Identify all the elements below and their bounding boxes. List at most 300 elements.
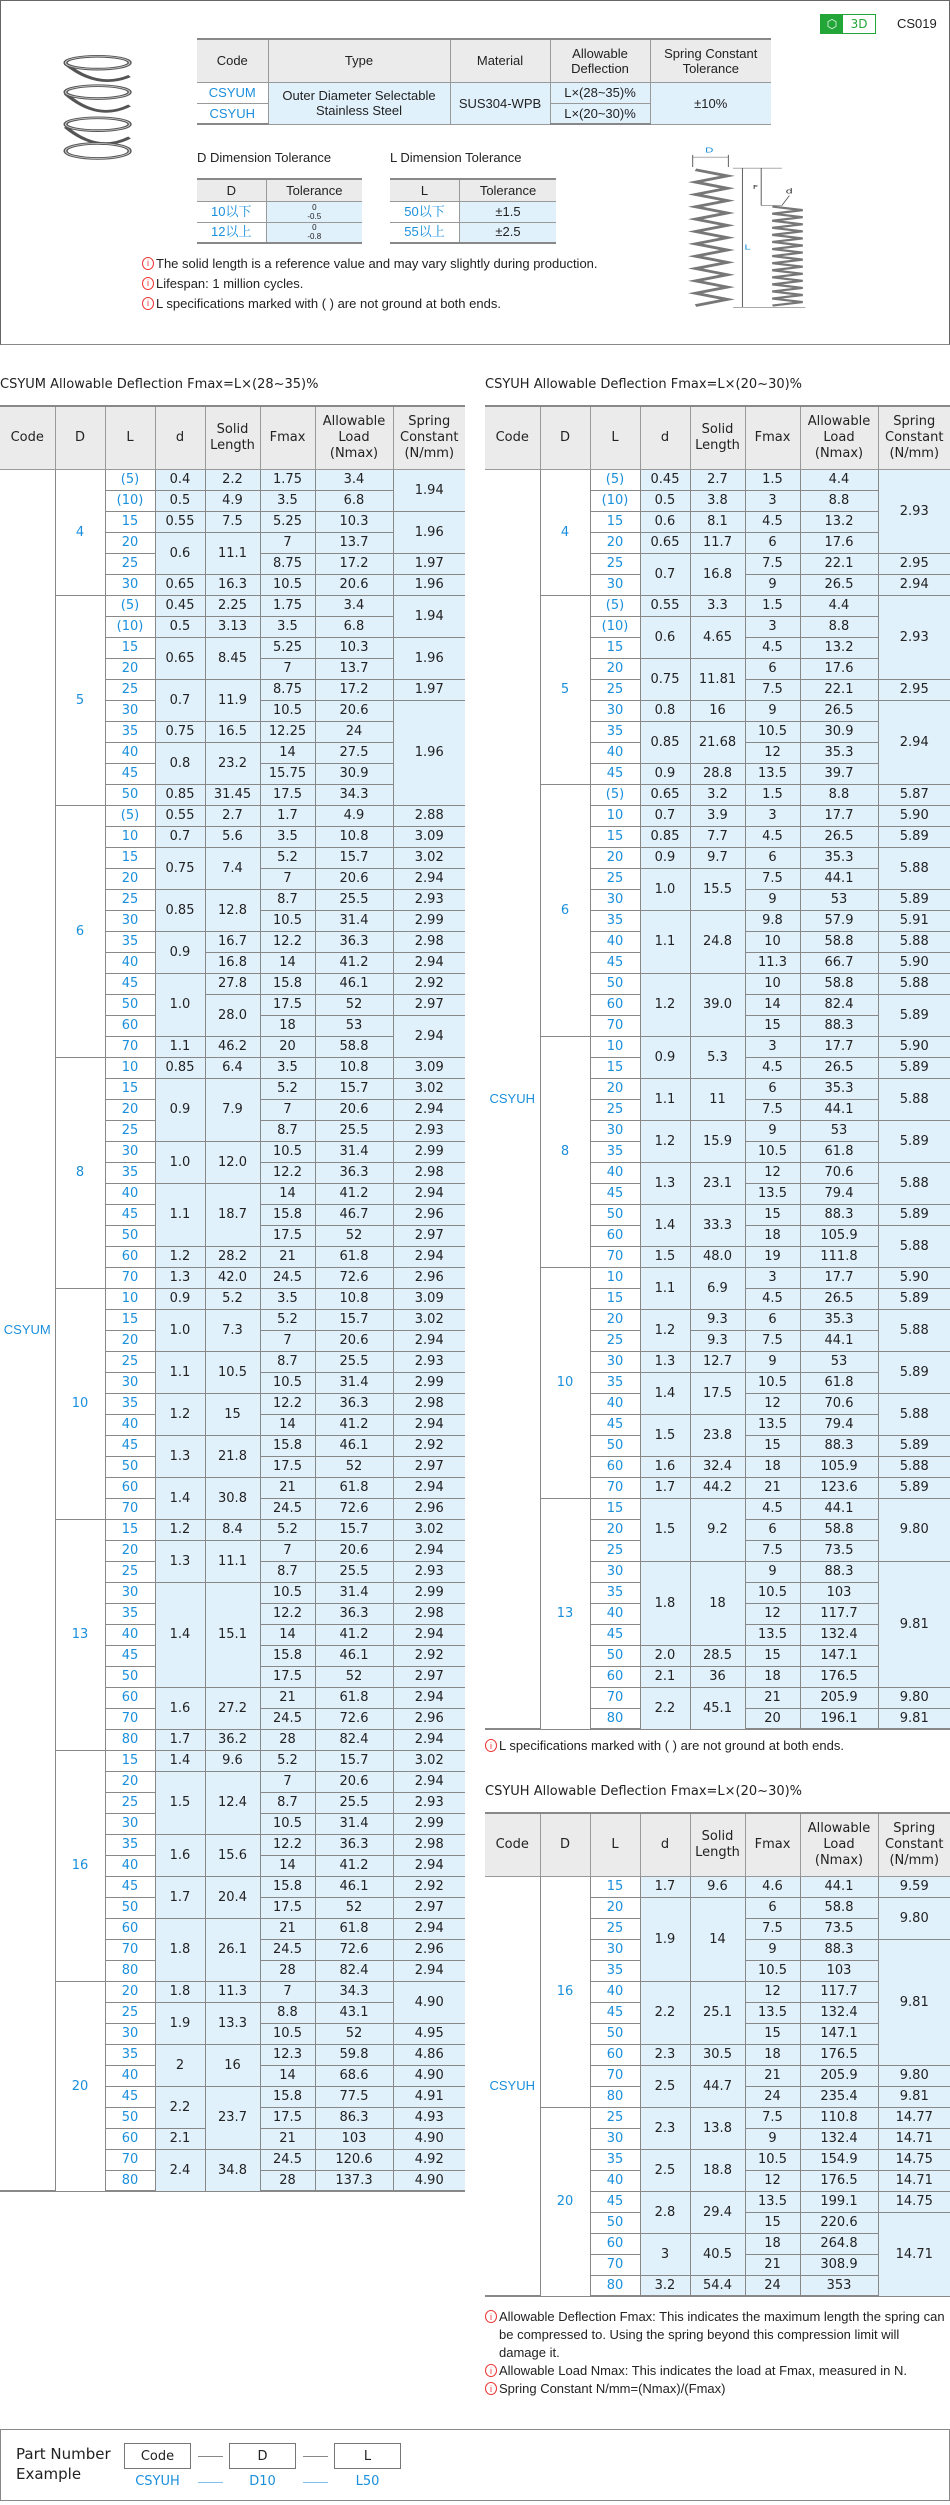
l-link[interactable]: (5) (590, 595, 640, 616)
info-icon: i (142, 277, 154, 290)
l-link[interactable]: 45 (590, 2002, 640, 2023)
l-link[interactable]: 35 (105, 1162, 155, 1183)
wire-d-cell: 1.0 (640, 868, 690, 910)
col-header: Fmax (745, 1813, 800, 1876)
l-link[interactable]: 20 (590, 1519, 640, 1540)
l-link[interactable]: (10) (590, 616, 640, 637)
l-link[interactable]: 35 (105, 931, 155, 952)
l-link[interactable]: 80 (590, 2275, 640, 2296)
l-link[interactable]: 80 (105, 1960, 155, 1981)
d-cell: 10 (540, 1267, 590, 1498)
wire-d-cell: 1.1 (640, 1267, 690, 1309)
l-link[interactable]: 60 (590, 1456, 640, 1477)
l-link[interactable]: 30 (105, 1141, 155, 1162)
fmax-cell: 28 (260, 2170, 315, 2191)
solid-length-cell: 13.8 (690, 2107, 745, 2149)
load-cell: 46.1 (315, 1435, 393, 1456)
solid-length-cell: 16.3 (205, 574, 260, 595)
load-cell: 176.5 (800, 2044, 878, 2065)
solid-length-cell: 11.81 (690, 658, 745, 700)
l-range: 55以上 (390, 222, 460, 243)
load-cell: 31.4 (315, 1372, 393, 1393)
l-link[interactable]: 45 (105, 1435, 155, 1456)
l-link[interactable]: 15 (105, 1750, 155, 1771)
l-link[interactable]: 70 (590, 2254, 640, 2275)
l-link[interactable]: 25 (590, 1099, 640, 1120)
load-cell: 103 (315, 2128, 393, 2149)
col-header: Allowable Deflection (550, 39, 650, 82)
l-link[interactable]: 80 (105, 1729, 155, 1750)
spring-constant-cell: 2.94 (878, 574, 950, 595)
fmax-cell: 12.2 (260, 931, 315, 952)
l-link[interactable]: 25 (105, 1120, 155, 1141)
l-link[interactable]: 60 (590, 1225, 640, 1246)
l-link[interactable]: 50 (105, 1666, 155, 1687)
wire-d-cell: 2.1 (155, 2128, 205, 2149)
l-link[interactable]: 20 (590, 847, 640, 868)
l-link[interactable]: 30 (105, 574, 155, 595)
l-link[interactable]: 50 (105, 1225, 155, 1246)
l-link[interactable]: 30 (105, 2023, 155, 2044)
fmax-cell: 10.5 (260, 1813, 315, 1834)
l-link[interactable]: 45 (590, 1183, 640, 1204)
l-link[interactable]: 25 (105, 1561, 155, 1582)
l-link[interactable]: 60 (590, 1666, 640, 1687)
l-link[interactable]: 20 (105, 868, 155, 889)
l-link[interactable]: 50 (590, 1435, 640, 1456)
fmax-cell: 3.5 (260, 1057, 315, 1078)
solid-length-cell: 15.6 (205, 1834, 260, 1876)
fmax-cell: 3 (745, 616, 800, 637)
l-link[interactable]: 15 (590, 1057, 640, 1078)
wire-d-cell: 0.9 (155, 931, 205, 973)
l-link[interactable]: 45 (105, 1645, 155, 1666)
l-link[interactable]: 50 (590, 1645, 640, 1666)
solid-length-cell: 3.8 (690, 490, 745, 511)
solid-length-cell: 16 (690, 700, 745, 721)
l-link[interactable]: 30 (105, 700, 155, 721)
fmax-cell: 3.5 (260, 1288, 315, 1309)
l-link[interactable]: 40 (105, 1855, 155, 1876)
l-link[interactable]: 20 (105, 658, 155, 679)
l-link[interactable]: 30 (590, 1120, 640, 1141)
l-link[interactable]: 20 (105, 1981, 155, 2002)
l-link[interactable]: 25 (590, 1918, 640, 1939)
load-cell: 105.9 (800, 1225, 878, 1246)
wire-d-cell: 1.8 (640, 1561, 690, 1645)
l-link[interactable]: 35 (105, 1834, 155, 1855)
col-header: Type (268, 39, 450, 82)
type-cell: Outer Diameter Selectable Stainless Steel (268, 82, 450, 124)
l-link[interactable]: 20 (590, 532, 640, 553)
fmax-cell: 15.8 (260, 2086, 315, 2107)
l-link[interactable]: 70 (105, 2149, 155, 2170)
spring-constant-cell: 5.89 (878, 1204, 950, 1225)
solid-length-cell: 11.1 (205, 532, 260, 574)
spring-constant-cell: 2.99 (393, 910, 465, 931)
l-link[interactable]: 25 (105, 679, 155, 700)
load-cell: 88.3 (800, 1939, 878, 1960)
upper: 0 (312, 223, 317, 233)
l-link[interactable]: 20 (105, 1099, 155, 1120)
l-link[interactable]: 35 (590, 721, 640, 742)
l-link[interactable]: 25 (590, 679, 640, 700)
l-link[interactable]: 60 (590, 2233, 640, 2254)
l-link[interactable]: 45 (105, 1204, 155, 1225)
l-link[interactable]: 40 (105, 1624, 155, 1645)
l-link[interactable]: 35 (590, 1141, 640, 1162)
l-link[interactable]: 40 (590, 2170, 640, 2191)
spring-constant-cell: 9.80 (878, 1687, 950, 1708)
l-link[interactable]: 15 (590, 1498, 640, 1519)
spring-constant-cell: 2.96 (393, 1204, 465, 1225)
l-link[interactable]: 70 (105, 1708, 155, 1729)
l-link[interactable]: 60 (590, 994, 640, 1015)
l-link[interactable]: 50 (105, 1456, 155, 1477)
l-link[interactable]: 35 (590, 1582, 640, 1603)
l-link[interactable]: 30 (590, 700, 640, 721)
fmax-cell: 18 (745, 1456, 800, 1477)
load-cell: 120.6 (315, 2149, 393, 2170)
l-link[interactable]: (5) (590, 469, 640, 490)
fmax-cell: 1.5 (745, 784, 800, 805)
l-link[interactable]: 35 (105, 1603, 155, 1624)
fmax-cell: 7.5 (745, 679, 800, 700)
l-link[interactable]: 60 (105, 1687, 155, 1708)
solid-length-cell: 2.7 (690, 469, 745, 490)
l-link[interactable]: 40 (590, 931, 640, 952)
fmax-cell: 14 (260, 1183, 315, 1204)
solid-length-cell: 20.4 (205, 1876, 260, 1918)
l-link[interactable]: 25 (105, 2002, 155, 2023)
load-cell: 35.3 (800, 1309, 878, 1330)
table-title: CSYUM Allowable Deflection Fmax=L×(28~35)% (0, 377, 319, 392)
l-link[interactable]: 30 (105, 1372, 155, 1393)
fmax-cell: 17.5 (260, 1897, 315, 1918)
spring-constant-cell: 2.94 (393, 1918, 465, 1939)
load-cell: 30.9 (315, 763, 393, 784)
l-link[interactable]: 45 (105, 1876, 155, 1897)
l-link[interactable]: 30 (105, 1813, 155, 1834)
l-link[interactable]: 50 (105, 994, 155, 1015)
table-title: CSYUH Allowable Deflection Fmax=L×(20~30)% (485, 377, 803, 392)
fmax-cell: 12 (745, 1603, 800, 1624)
l-link[interactable]: 20 (590, 658, 640, 679)
l-link[interactable]: 25 (105, 889, 155, 910)
fmax-cell: 6 (745, 1078, 800, 1099)
l-link[interactable]: 45 (590, 1414, 640, 1435)
l-link[interactable]: 30 (590, 1561, 640, 1582)
l-link[interactable]: 20 (590, 1309, 640, 1330)
col-header: d (640, 406, 690, 469)
load-cell: 46.1 (315, 1876, 393, 1897)
l-link[interactable]: 25 (590, 1540, 640, 1561)
fmax-cell: 7.5 (745, 1099, 800, 1120)
l-link[interactable]: 35 (590, 1960, 640, 1981)
solid-length-cell: 11.1 (205, 1540, 260, 1582)
l-link[interactable]: 20 (105, 532, 155, 553)
load-cell: 6.8 (315, 616, 393, 637)
l-link[interactable]: 20 (590, 1897, 640, 1918)
fmax-cell: 7.5 (745, 1918, 800, 1939)
l-link[interactable]: 15 (590, 1876, 640, 1897)
wire-d-cell: 2.8 (640, 2191, 690, 2233)
solid-length-cell: 31.45 (205, 784, 260, 805)
note-text: Spring Constant N/mm=(Nmax)/(Fmax) (499, 2381, 726, 2396)
load-cell: 36.3 (315, 1603, 393, 1624)
l-link[interactable]: 25 (590, 868, 640, 889)
l-link[interactable]: 70 (105, 1939, 155, 1960)
l-link[interactable]: 70 (590, 2065, 640, 2086)
l-link[interactable]: 35 (105, 1393, 155, 1414)
load-cell: 8.8 (800, 490, 878, 511)
wire-d-cell: 1.7 (155, 1729, 205, 1750)
fmax-cell: 4.5 (745, 637, 800, 658)
d-cell: 16 (55, 1750, 105, 1981)
l-link[interactable]: 50 (105, 1897, 155, 1918)
l-link[interactable]: 10 (590, 1036, 640, 1057)
3d-model-button[interactable] (820, 14, 876, 34)
l-link[interactable]: 40 (105, 2065, 155, 2086)
load-cell: 82.4 (315, 1960, 393, 1981)
fmax-cell: 7 (260, 1540, 315, 1561)
fmax-cell: 7.5 (745, 1330, 800, 1351)
l-link[interactable]: 15 (590, 826, 640, 847)
table-title: CSYUH Allowable Deflection Fmax=L×(20~30)% (485, 1784, 803, 1799)
l-link[interactable]: 35 (590, 910, 640, 931)
solid-length-cell: 8.4 (205, 1519, 260, 1540)
l-link[interactable]: 25 (105, 1351, 155, 1372)
d-range: 10以下 (197, 201, 266, 222)
fmax-cell: 12 (745, 1393, 800, 1414)
l-link[interactable]: 35 (590, 2149, 640, 2170)
load-cell: 31.4 (315, 1141, 393, 1162)
load-cell: 308.9 (800, 2254, 878, 2275)
pn-value-d: D10 (249, 2474, 276, 2489)
spring-constant-cell: 5.88 (878, 1162, 950, 1204)
spring-constant-cell: 3.02 (393, 847, 465, 868)
l-link[interactable]: 60 (105, 2128, 155, 2149)
table-row (485, 469, 950, 490)
l-link[interactable]: 40 (105, 1183, 155, 1204)
l-link[interactable]: 30 (105, 1582, 155, 1603)
l-link[interactable]: 50 (590, 1204, 640, 1225)
code-link[interactable]: CSYUH (197, 103, 268, 124)
load-cell: 13.7 (315, 658, 393, 679)
wire-d-cell: 1.5 (640, 1498, 690, 1561)
l-link[interactable]: 70 (105, 1498, 155, 1519)
l-link[interactable]: 40 (590, 1981, 640, 2002)
fmax-cell: 14 (260, 742, 315, 763)
l-link[interactable]: (10) (590, 490, 640, 511)
l-link[interactable]: 50 (590, 2023, 640, 2044)
l-link[interactable]: 50 (105, 2107, 155, 2128)
l-link[interactable]: 25 (590, 2107, 640, 2128)
l-link[interactable]: 20 (105, 1771, 155, 1792)
l-link[interactable]: 10 (105, 826, 155, 847)
l-link[interactable]: 45 (590, 952, 640, 973)
solid-length-cell: 39.0 (690, 973, 745, 1036)
l-link[interactable]: 45 (590, 1624, 640, 1645)
spring-constant-cell: 2.95 (878, 553, 950, 574)
l-link[interactable]: 20 (590, 1078, 640, 1099)
l-link[interactable]: 80 (105, 2170, 155, 2191)
fmax-cell: 1.5 (745, 595, 800, 616)
l-link[interactable]: 45 (105, 2086, 155, 2107)
l-link[interactable]: 40 (105, 952, 155, 973)
l-link[interactable]: 10 (105, 1288, 155, 1309)
l-link[interactable]: 40 (105, 742, 155, 763)
spec-data-table (485, 405, 950, 1730)
l-link[interactable]: 45 (590, 763, 640, 784)
l-link[interactable]: 10 (590, 805, 640, 826)
spring-constant-cell: 5.88 (878, 1078, 950, 1120)
fmax-cell: 7 (260, 1771, 315, 1792)
col-header: L (590, 406, 640, 469)
fmax-cell: 7 (260, 658, 315, 679)
l-link[interactable]: 60 (105, 1477, 155, 1498)
col-header: Tolerance (460, 179, 557, 201)
l-link[interactable]: 50 (590, 973, 640, 994)
wire-d-cell: 1.0 (155, 973, 205, 1036)
l-link[interactable]: 15 (590, 511, 640, 532)
solid-length-cell: 6.9 (690, 1267, 745, 1309)
l-link[interactable]: 30 (590, 574, 640, 595)
l-link[interactable]: 45 (105, 763, 155, 784)
l-link[interactable]: 80 (590, 2086, 640, 2107)
code-link[interactable]: CSYUM (197, 82, 268, 103)
fmax-cell: 8.7 (260, 1561, 315, 1582)
l-link[interactable]: 70 (590, 1015, 640, 1036)
fmax-cell: 12.25 (260, 721, 315, 742)
l-link[interactable]: 35 (105, 721, 155, 742)
l-link[interactable]: 80 (590, 1708, 640, 1729)
l-link[interactable]: 50 (105, 784, 155, 805)
wire-d-cell: 0.6 (640, 511, 690, 532)
l-link[interactable]: 20 (105, 1330, 155, 1351)
l-link[interactable]: 15 (105, 847, 155, 868)
l-link[interactable]: 40 (590, 742, 640, 763)
solid-length-cell: 21.68 (690, 721, 745, 763)
col-header: Code (485, 1813, 540, 1876)
l-link[interactable]: (5) (105, 469, 155, 490)
load-cell: 103 (800, 1582, 878, 1603)
wire-d-cell: 1.2 (640, 1120, 690, 1162)
load-cell: 26.5 (800, 826, 878, 847)
l-link[interactable]: 15 (105, 1078, 155, 1099)
l-link[interactable]: 15 (105, 637, 155, 658)
spring-constant-cell: 2.96 (393, 1267, 465, 1288)
l-link[interactable]: 30 (590, 1351, 640, 1372)
wire-d-cell: 1.8 (155, 1981, 205, 2002)
l-link[interactable]: 70 (590, 1246, 640, 1267)
l-link[interactable]: 40 (590, 1393, 640, 1414)
spring-constant-cell: 2.94 (393, 1330, 465, 1351)
spring-constant-cell: 9.81 (878, 1561, 950, 1687)
l-link[interactable]: (5) (590, 784, 640, 805)
fmax-cell: 17.5 (260, 1456, 315, 1477)
fmax-cell: 15.8 (260, 1204, 315, 1225)
solid-length-cell: 2.2 (205, 469, 260, 490)
load-cell: 26.5 (800, 574, 878, 595)
l-link[interactable]: 30 (590, 1939, 640, 1960)
note-text: The solid length is a reference value and may vary slightly during production. (156, 255, 598, 271)
solid-length-cell: 11 (690, 1078, 745, 1120)
wire-d-cell: 1.3 (155, 1267, 205, 1288)
l-link[interactable]: (10) (105, 616, 155, 637)
l-link[interactable]: 15 (105, 1519, 155, 1540)
l-link[interactable]: 15 (590, 637, 640, 658)
l-link[interactable]: 70 (105, 1267, 155, 1288)
l-link[interactable]: 25 (590, 1330, 640, 1351)
l-link[interactable]: 35 (105, 2044, 155, 2065)
l-link[interactable]: 60 (105, 1246, 155, 1267)
l-link[interactable]: 30 (590, 889, 640, 910)
l-link[interactable]: 25 (105, 1792, 155, 1813)
l-link[interactable]: 40 (590, 1162, 640, 1183)
l-link[interactable]: 30 (590, 2128, 640, 2149)
note-text: Allowable Deflection Fmax: This indicates the maximum length the spring can be compressed to. Using the spring beyond this compression limit will damage it. (499, 2309, 945, 2360)
l-link[interactable]: 20 (105, 1540, 155, 1561)
fmax-cell: 3.5 (260, 616, 315, 637)
l-link[interactable]: 70 (105, 1036, 155, 1057)
wire-d-cell: 0.7 (640, 805, 690, 826)
l-link[interactable]: 50 (590, 2212, 640, 2233)
load-cell: 25.5 (315, 889, 393, 910)
wire-d-cell: 1.7 (640, 1477, 690, 1498)
l-link[interactable]: 60 (105, 1918, 155, 1939)
spring-constant-cell: 2.94 (393, 1771, 465, 1792)
l-link[interactable]: 35 (590, 1372, 640, 1393)
l-link[interactable]: 45 (105, 973, 155, 994)
wire-d-cell: 2.2 (640, 1687, 690, 1729)
l-link[interactable]: 30 (105, 910, 155, 931)
l-link[interactable]: 40 (105, 1414, 155, 1435)
d-cell: 10 (55, 1288, 105, 1519)
wire-d-cell: 1.4 (155, 1477, 205, 1519)
l-link[interactable]: 45 (590, 2191, 640, 2212)
l-link[interactable]: 15 (105, 511, 155, 532)
load-cell: 176.5 (800, 2170, 878, 2191)
fmax-cell: 13.5 (745, 2191, 800, 2212)
l-link[interactable]: (5) (105, 595, 155, 616)
l-link[interactable]: 70 (590, 1477, 640, 1498)
l-link[interactable]: 15 (105, 1309, 155, 1330)
col-header: L (590, 1813, 640, 1876)
l-link[interactable]: 15 (590, 1288, 640, 1309)
l-link[interactable]: 60 (590, 2044, 640, 2065)
wire-d-cell: 0.75 (155, 847, 205, 889)
l-link[interactable]: (10) (105, 490, 155, 511)
l-link[interactable]: 40 (590, 1603, 640, 1624)
load-cell: 132.4 (800, 2128, 878, 2149)
l-link[interactable]: 70 (590, 1687, 640, 1708)
spring-dimension-diagram (688, 145, 810, 310)
solid-length-cell: 48.0 (690, 1246, 745, 1267)
l-link[interactable]: 25 (590, 553, 640, 574)
load-cell: 4.9 (315, 805, 393, 826)
spring-constant-cell: 2.94 (393, 1855, 465, 1876)
wire-d-cell: 0.7 (155, 679, 205, 721)
l-link[interactable]: 25 (105, 553, 155, 574)
l-link[interactable]: (5) (105, 805, 155, 826)
l-link[interactable]: 10 (590, 1267, 640, 1288)
part-number-label: Part Number Example (16, 2445, 111, 2483)
l-link[interactable]: 10 (105, 1057, 155, 1078)
l-link[interactable]: 60 (105, 1015, 155, 1036)
solid-length-cell: 3.3 (690, 595, 745, 616)
fmax-cell: 24.5 (260, 1498, 315, 1519)
